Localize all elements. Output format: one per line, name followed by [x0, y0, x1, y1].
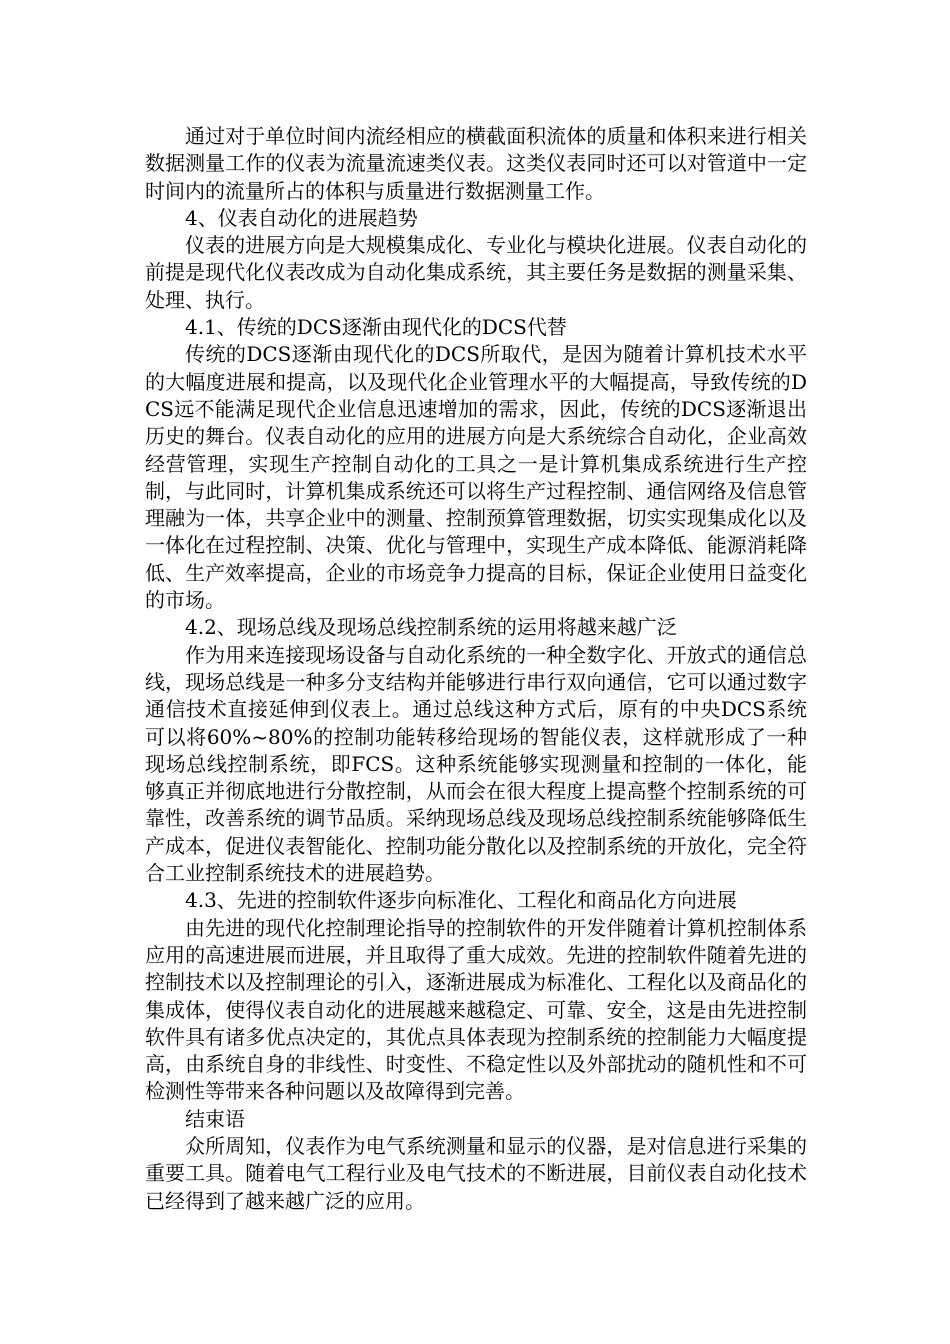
section-heading-4-1: 4.1、传统的DCS逐渐由现代化的DCS代替 [185, 315, 567, 340]
paragraph-trend-overview: 仪表的进展方向是大规模集成化、专业化与模块化进展。仪表自动化的前提是现代化仪表改成为自动化集成系统，其主要任务是数据的测量采集、处理、执行。 [145, 233, 807, 312]
section-heading-4-3: 4.3、先进的控制软件逐步向标准化、工程化和商品化方向进展 [185, 888, 737, 913]
paragraph-control-software: 由先进的现代化控制理论指导的控制软件的开发伴随着计算机控制体系应用的高速进展而进展，并且取得了重大成效。先进的控制软件随着先进的控制技术以及控制理论的引入，逐渐进展成为标准化、工程化以及商品化的集成体，使得仪表自动化的进展越来越稳定、可靠、安全，这是由先进控制软件具有诸多优点决定的，其优点具体表现为控制系统的控制能力大幅度提高，由系统自身的非线性、时变性、不稳定性以及外部扰动的随机性和不可检测性等带来各种问题以及故障得到完善。 [145, 915, 807, 1104]
paragraph-conclusion: 众所周知，仪表作为电气系统测量和显示的仪器，是对信息进行采集的重要工具。随着电气工程行业及电气技术的不断进展，目前仪表自动化技术已经得到了越来越广泛的应用。 [145, 1133, 807, 1213]
paragraph-flow-meters: 通过对于单位时间内流经相应的横截面积流体的质量和体积来进行相关数据测量工作的仪表为流量流速类仪表。这类仪表同时还可以对管道中一定时间内的流量所占的体积与质量进行数据测量工作。 [145, 124, 807, 203]
paragraph-fieldbus: 作为用来连接现场设备与自动化系统的一种全数字化、开放式的通信总线，现场总线是一种多分支结构并能够进行串行双向通信，它可以通过数字通信技术直接延伸到仪表上。通过总线这种方式后，原有的中央DCS系统可以将60%~80%的控制功能转移给现场的智能仪表，这样就形成了一种现场总线控制系统，即FCS。这种系统能够实现测量和控制的一体化，能够真正并彻底地进行分散控制，从而会在很大程度上提高整个控制系统的可靠性，改善系统的调节品质。采纳现场总线及现场总线控制系统能够降低生产成本，促进仪表智能化、控制功能分散化以及控制系统的开放化，完全符合工业控制系统技术的进展趋势。 [145, 642, 807, 886]
section-heading-conclusion: 结束语 [185, 1106, 245, 1131]
section-heading-4-2: 4.2、现场总线及现场总线控制系统的运用将越来越广泛 [185, 615, 677, 640]
section-heading-4: 4、仪表自动化的进展趋势 [185, 205, 418, 230]
document-page [145, 123, 807, 1215]
paragraph-dcs: 传统的DCS逐渐由现代化的DCS所取代，是因为随着计算机技术水平的大幅度进展和提高，以及现代化企业管理水平的大幅提高，导致传统的DCS远不能满足现代企业信息迅速增加的需求，因此，传统的DCS逐渐退出历史的舞台。仪表自动化的应用的进展方向是大系统综合自动化，企业高效经营管理，实现生产控制自动化的工具之一是计算机集成系统进行生产控制，与此同时，计算机集成系统还可以将生产过程控制、通信网络及信息管理融为一体，共享企业中的测量、控制预算管理数据，切实实现集成化以及一体化在过程控制、决策、优化与管理中，实现生产成本降低、能源消耗降低、生产效率提高，企业的市场竞争力提高的目标，保证企业使用日益变化的市场。 [145, 342, 807, 613]
